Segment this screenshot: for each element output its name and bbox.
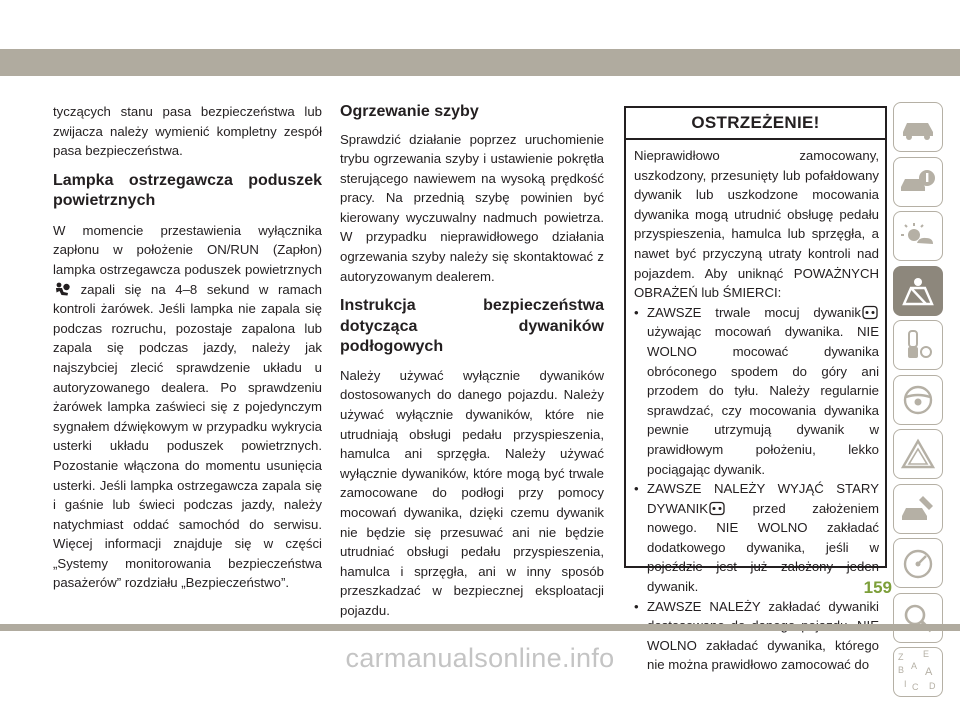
warning-bullet-2: • ZAWSZE NALEŻY WYJĄĆ STARY DYWANIK przed założeniem nowego. NIE WOLNO zakładać dodatkowego dywanika, jeśli w pojeździe jest już założony jeden dywanik. xyxy=(634,479,879,597)
index-letter: A xyxy=(911,661,918,671)
tab-steering[interactable] xyxy=(893,375,943,425)
seat-belt-icon xyxy=(899,274,937,308)
warning-list xyxy=(634,303,879,675)
index-letter: B xyxy=(898,665,905,675)
header-band xyxy=(0,49,960,76)
paragraph-defroster: Sprawdzić działanie poprzez uruchomienie trybu ogrzewania szyby i ustawienie pokrętła sterującego nawiewem na wysoką prędkość pracy. Na przednią szybę powinien być kierowany wyczuwalny nadmuch powietrza. W przypadku nieprawidłowego działania ogrzewania szyby należy się skontaktować z autoryzowanym dealerem. xyxy=(340,131,604,284)
page-number: 159 xyxy=(863,578,892,597)
tab-starting-driving[interactable] xyxy=(893,320,943,370)
paragraph-airbag-light: W momencie przestawienia wyłącznika zapłonu w położenie ON/RUN (Zapłon) lampka ostrzegawcza poduszek powietrznych zapali się na 4–8 sekund w ramach kontroli żarówek. Jeśli lampka nie zapala się podczas rozruchu, pozostaje zapalona lub zapala się podczas jazdy, należy jak najszybciej zlecić sprawdzenie układu u autoryzowanego dealera. Po sprawdzeniu żarówek lampka zaświeci się z pojedynczym sygnałem dźwiękowym w przypadku wykrycia usterki układu poduszek powietrznych. Pozostanie włączona do momentu usunięcia usterki. Jeśli lampka ostrzegawcza zapala się i gaśnie lub świeci podczas jazdy, należy natychmiast oddać samochód do serwisu. Więcej informacji znajduje się w części „Systemy monitorowania bezpieczeństwa pasażerów” rozdziału „Bezpieczeństwo”. xyxy=(53,222,322,591)
tab-emergency[interactable] xyxy=(893,429,943,479)
car-icon xyxy=(899,112,937,142)
heading-airbag-warning-light: Lampka ostrzegawcza poduszek powietrznych xyxy=(53,171,322,210)
tab-vehicle-info[interactable] xyxy=(893,157,943,207)
tab-specifications[interactable] xyxy=(893,538,943,588)
warning-bullet-1: • ZAWSZE trwale mocuj dywanik używając mocowań dywanika. NIE WOLNO mocować dywanika obróconego spodem do góry ani przodem do tyłu. Należy regularnie sprawdzać, czy mocowania dywanika pewnie utrzymują dywanik w prawidłowym położeniu, lekko pociągając dywanik. xyxy=(634,303,879,479)
index-letter: A xyxy=(925,666,933,678)
warning-bullet-3: • ZAWSZE NALEŻY zakładać dywaniki WOLNO zakładać dywanika, którego nie można prawidłowo zamocować do xyxy=(634,597,879,675)
floor-mat-anchor-icon xyxy=(708,501,726,516)
steering-wheel-icon xyxy=(899,383,937,417)
tab-maintenance[interactable] xyxy=(893,484,943,534)
floor-mat-anchor-icon xyxy=(861,305,879,320)
tab-multimedia[interactable] xyxy=(893,593,943,643)
tab-vehicle-intro[interactable] xyxy=(893,102,943,152)
chapter-tabs xyxy=(893,102,945,702)
heading-defroster: Ogrzewanie szyby xyxy=(340,103,479,120)
heading-floor-mat-safety: Instrukcja bezpieczeństwa dotycząca dywaników podłogowych xyxy=(340,297,604,356)
sun-icon xyxy=(899,221,937,251)
warning-title: OSTRZEŻENIE! xyxy=(626,108,885,140)
index-letter: E xyxy=(923,649,930,659)
footer-band xyxy=(0,624,960,631)
car-info-icon xyxy=(899,167,937,197)
airbag-warning-icon xyxy=(53,282,71,297)
warning-intro: Nieprawidłowo zamocowany, uszkodzony, przesunięty lub pofałdowany dywanik lub uszkodzone mocowania dywanika mogą utrudnić obsługę pedału przyspieszenia, hamulca lub sprzęgła, a nawet być przyczyną utraty kontroli nad pojazdem. Aby uniknąć POWAŻNYCH OBRAŻEŃ lub ŚMIERCI: xyxy=(634,148,879,301)
tab-lights-weather[interactable] xyxy=(893,211,943,261)
warning-body xyxy=(626,140,885,675)
watermark: carmanualsonline.info xyxy=(345,643,615,673)
index-letter: C xyxy=(912,682,919,692)
index-letter: Z xyxy=(898,652,904,662)
column-left xyxy=(53,102,322,593)
paragraph-floor-mat: Należy używać wyłącznie dywaników dostosowanych do danego pojazdu. Należy używać wyłącznie dywaników, które nie utrudniają obsługi pedału przyspieszenia, hamulca ani sprzęgła. Należy używać wyłącznie dywaników, które mogą być trwale zamocowane do podłogi przy pomocy mocowań dywanika, dzięki czemu dywanik nie będzie się przesuwać ani nie będzie utrudniać obsługi pedału przyspieszenia, hamulca i sprzęgła, ani w inny sposób przeszkadzać w bezpiecznej eksploatacji pojazdu. xyxy=(340,367,604,618)
warning-triangle-icon xyxy=(899,437,937,471)
key-fob-icon xyxy=(899,328,937,362)
paragraph-seatbelt-continued: tyczących stanu pasa bezpieczeństwa lub zwijacza należy wymienić kompletny zespół pasa bezpieczeństwa. xyxy=(53,104,322,159)
wrench-car-icon xyxy=(899,492,937,526)
tab-safety[interactable] xyxy=(893,266,943,316)
index-letter: D xyxy=(929,681,936,691)
gauge-icon xyxy=(899,546,937,580)
column-middle xyxy=(340,102,604,620)
index-letter: I xyxy=(904,679,907,689)
